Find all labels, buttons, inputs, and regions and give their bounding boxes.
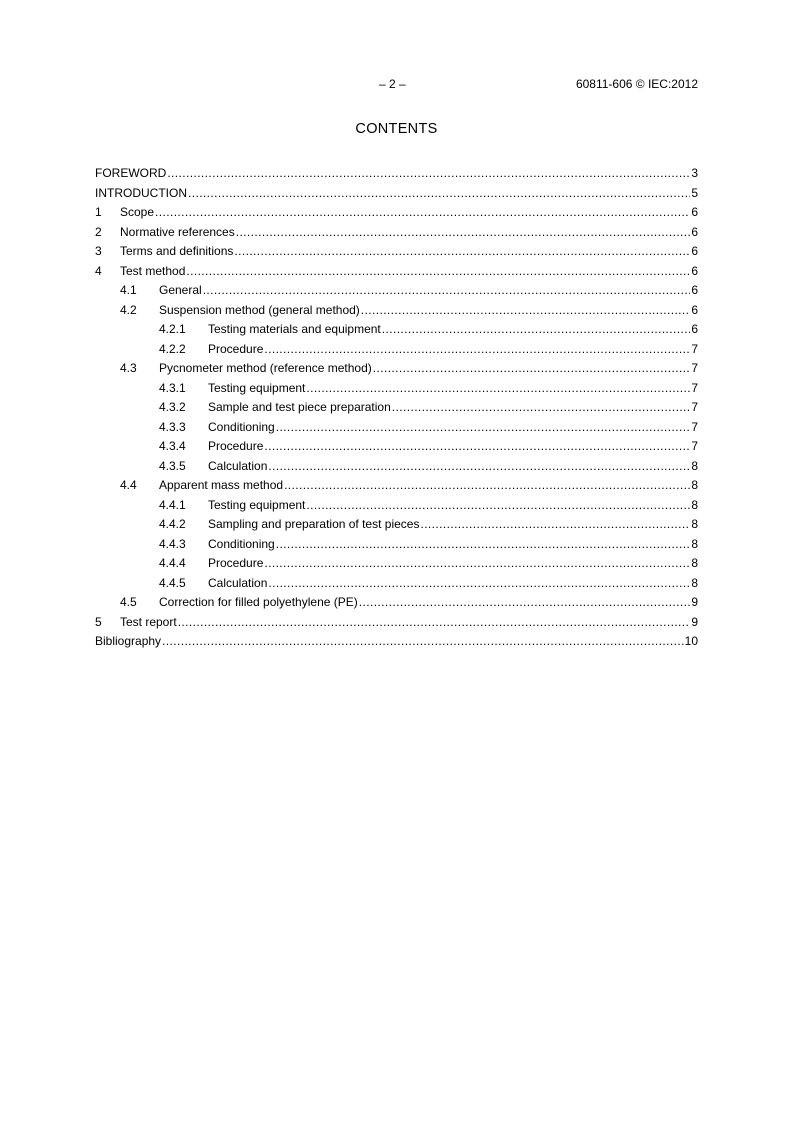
toc-entry[interactable] <box>95 262 698 282</box>
toc-entry[interactable] <box>95 184 698 204</box>
toc-entry[interactable] <box>95 301 698 321</box>
toc-entry[interactable] <box>95 437 698 457</box>
toc-entry[interactable] <box>95 242 698 262</box>
page-number: – 2 – <box>379 77 406 91</box>
toc-entry-number: 3 <box>95 244 102 258</box>
toc-entry-page: 7 <box>691 439 698 453</box>
toc-entry-page: 6 <box>691 322 698 336</box>
toc-dot-leader <box>186 262 690 282</box>
toc-entry-number: 4.2 <box>120 302 137 317</box>
toc-entry-number: 4.4.2 <box>159 517 186 531</box>
toc-entry-label: INTRODUCTION <box>95 185 187 200</box>
toc-entry-label: Procedure <box>208 341 264 356</box>
toc-entry-label: General <box>159 283 202 297</box>
toc-entry[interactable] <box>95 574 698 594</box>
toc-dot-leader <box>236 223 691 243</box>
toc-entry-page: 8 <box>691 458 698 473</box>
toc-dot-leader <box>234 242 690 262</box>
toc-entry-label: Conditioning <box>208 536 275 551</box>
toc-entry-label: Pycnometer method (reference method) <box>159 361 372 375</box>
contents-title: CONTENTS <box>355 121 438 137</box>
toc-entry[interactable] <box>95 320 698 340</box>
toc-entry-number: 4.2.1 <box>159 322 186 336</box>
toc-entry-number: 4.3.5 <box>159 458 186 473</box>
toc-entry-number: 4.2.2 <box>159 341 186 356</box>
toc-entry-label: Testing materials and equipment <box>208 322 381 336</box>
toc-entry-page: 6 <box>691 302 698 317</box>
toc-entry[interactable] <box>95 476 698 496</box>
table-of-contents <box>95 164 698 652</box>
toc-entry-number: 1 <box>95 205 102 219</box>
toc-dot-leader <box>167 164 690 184</box>
toc-entry-label: Test method <box>120 263 186 278</box>
toc-dot-leader <box>373 359 691 379</box>
toc-entry[interactable] <box>95 203 698 223</box>
toc-entry-label: FOREWORD <box>95 166 167 180</box>
toc-dot-leader <box>420 515 690 535</box>
toc-entry-label: Sampling and preparation of test pieces <box>208 517 420 531</box>
toc-entry-page: 8 <box>691 517 698 531</box>
toc-entry-number: 4.3.3 <box>159 419 186 434</box>
toc-entry-label: Procedure <box>208 556 264 570</box>
toc-entry[interactable] <box>95 593 698 613</box>
toc-entry[interactable] <box>95 359 698 379</box>
toc-entry-number: 4.4.4 <box>159 556 186 570</box>
toc-entry-label: Bibliography <box>95 634 162 648</box>
toc-entry-page: 9 <box>691 614 698 629</box>
toc-dot-leader <box>155 203 690 223</box>
toc-dot-leader <box>392 398 691 418</box>
toc-entry[interactable] <box>95 554 698 574</box>
toc-entry-label: Terms and definitions <box>120 244 234 258</box>
toc-entry-number: 2 <box>95 224 102 239</box>
toc-dot-leader <box>264 340 690 360</box>
toc-entry-number: 4.4 <box>120 478 137 492</box>
toc-entry[interactable] <box>95 632 698 652</box>
toc-entry[interactable] <box>95 398 698 418</box>
toc-entry[interactable] <box>95 418 698 438</box>
toc-dot-leader <box>284 476 690 496</box>
toc-dot-leader <box>203 281 691 301</box>
toc-entry-label: Testing equipment <box>208 380 306 395</box>
toc-entry-page: 6 <box>691 205 698 219</box>
page-header <box>95 77 698 93</box>
toc-dot-leader <box>264 437 690 457</box>
toc-entry-page: 8 <box>691 536 698 551</box>
toc-entry-number: 4.4.1 <box>159 497 186 512</box>
toc-entry[interactable] <box>95 457 698 477</box>
toc-entry-label: Test report <box>120 614 177 629</box>
toc-entry-page: 7 <box>691 419 698 434</box>
toc-entry[interactable] <box>95 515 698 535</box>
toc-entry-label: Calculation <box>208 575 268 590</box>
document-reference: 60811-606 © IEC:2012 <box>575 77 698 91</box>
toc-entry-number: 4.5 <box>120 595 137 609</box>
toc-entry[interactable] <box>95 496 698 516</box>
toc-entry-page: 8 <box>691 497 698 512</box>
toc-entry-page: 7 <box>691 341 698 356</box>
toc-entry-number: 4.3 <box>120 361 137 375</box>
toc-dot-leader <box>162 632 684 652</box>
toc-entry-number: 4.3.2 <box>159 400 186 414</box>
toc-entry-page: 9 <box>691 595 698 609</box>
toc-entry-label: Sample and test piece preparation <box>208 400 391 414</box>
toc-dot-leader <box>382 320 691 340</box>
toc-entry-number: 4.3.1 <box>159 380 186 395</box>
toc-entry-label: Conditioning <box>208 419 275 434</box>
toc-entry-page: 7 <box>691 361 698 375</box>
toc-entry-label: Correction for filled polyethylene (PE) <box>159 595 358 609</box>
toc-entry[interactable] <box>95 281 698 301</box>
toc-dot-leader <box>359 593 691 613</box>
toc-entry-label: Calculation <box>208 458 268 473</box>
toc-dot-leader <box>306 496 690 516</box>
toc-entry-page: 8 <box>691 575 698 590</box>
toc-entry-label: Suspension method (general method) <box>159 302 360 317</box>
toc-entry-label: Normative references <box>120 224 235 239</box>
toc-entry-number: 4.1 <box>120 283 137 297</box>
toc-entry-page: 6 <box>691 224 698 239</box>
toc-entry-page: 6 <box>691 263 698 278</box>
toc-entry-page: 8 <box>691 556 698 570</box>
toc-dot-leader <box>276 418 691 438</box>
toc-entry-label: Testing equipment <box>208 497 306 512</box>
toc-dot-leader <box>188 184 690 204</box>
toc-dot-leader <box>361 301 691 321</box>
toc-entry-number: 4.4.5 <box>159 575 186 590</box>
toc-entry-number: 5 <box>95 614 102 629</box>
toc-dot-leader <box>268 457 690 477</box>
toc-dot-leader <box>306 379 690 399</box>
toc-entry-page: 7 <box>691 400 698 414</box>
toc-entry-page: 8 <box>691 478 698 492</box>
toc-entry[interactable] <box>95 535 698 555</box>
toc-dot-leader <box>268 574 690 594</box>
toc-entry-page: 7 <box>691 380 698 395</box>
toc-entry-label: Scope <box>120 205 155 219</box>
toc-entry[interactable] <box>95 613 698 633</box>
toc-entry[interactable] <box>95 164 698 184</box>
toc-entry[interactable] <box>95 223 698 243</box>
toc-dot-leader <box>276 535 691 555</box>
toc-entry-page: 5 <box>691 185 698 200</box>
toc-entry-number: 4.4.3 <box>159 536 186 551</box>
toc-entry-page: 10 <box>684 634 698 648</box>
toc-entry[interactable] <box>95 379 698 399</box>
toc-entry-label: Apparent mass method <box>159 478 284 492</box>
toc-entry-number: 4.3.4 <box>159 439 186 453</box>
toc-entry-page: 6 <box>691 244 698 258</box>
toc-dot-leader <box>264 554 690 574</box>
toc-entry-page: 6 <box>691 283 698 297</box>
toc-entry[interactable] <box>95 340 698 360</box>
toc-dot-leader <box>178 613 691 633</box>
toc-entry-number: 4 <box>95 263 102 278</box>
toc-entry-page: 3 <box>691 166 698 180</box>
toc-entry-label: Procedure <box>208 439 264 453</box>
